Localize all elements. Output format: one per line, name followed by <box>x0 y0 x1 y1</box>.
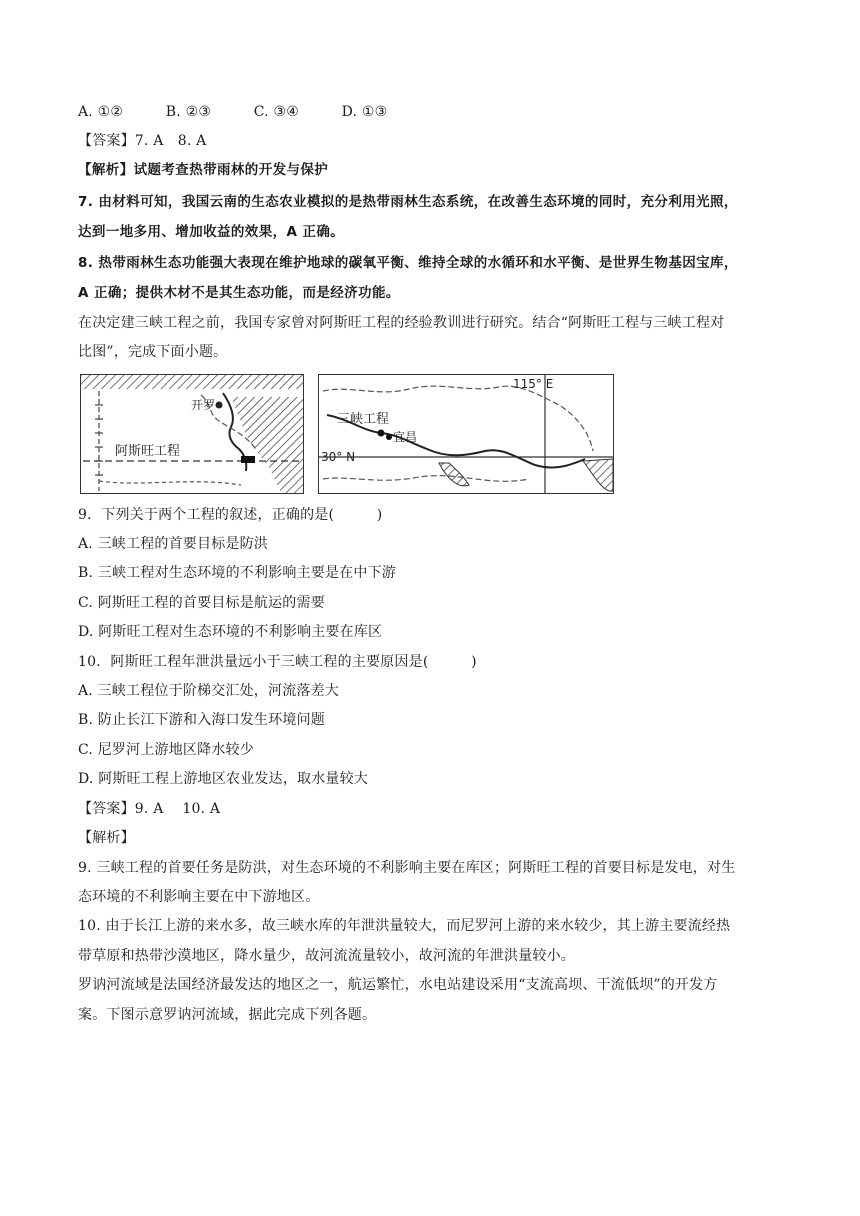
aswan-map-drawing <box>81 375 303 493</box>
dam-marker <box>378 430 385 437</box>
q10-option-d: D. 阿斯旺工程上游地区农业发达，取水量较大 <box>78 771 369 787</box>
three-gorges-map <box>318 374 614 494</box>
basin-boundary-south <box>323 476 529 482</box>
q9-option-b: B. 三峡工程对生态环境的不利影响主要是在中下游 <box>78 565 396 581</box>
sea-area-east <box>231 397 303 493</box>
answer-9-10: 【答案】9. A 10. A <box>78 801 221 817</box>
intro-rhone-line1: 罗讷河流域是法国经济最发达的地区之一，航运繁忙，水电站建设采用“支流高坝、干流低坝”的开发方 <box>78 977 718 993</box>
analysis-title-7-8: 【解析】试题考查热带雨林的开发与保护 <box>78 162 329 178</box>
analysis-q7-line2: 达到一地多用、增加收益的效果，A 正确。 <box>78 224 345 240</box>
option-a: A. ①② <box>78 104 124 120</box>
analysis-q10-line1: 10. 由于长江上游的来水多，故三峡水库的年泄洪量较大，而尼罗河上游的来水较少，其上游主要流经热 <box>78 918 731 934</box>
latitude-label: 30° N <box>321 450 356 464</box>
yichang-dot <box>386 434 392 440</box>
aswan-map <box>80 374 304 494</box>
q10-option-a: A. 三峡工程位于阶梯交汇处，河流落差大 <box>78 683 340 699</box>
boundary-south <box>99 481 241 485</box>
coast-east <box>583 459 613 491</box>
analysis-q8-line1: 8. 热带雨林生态功能强大表现在维护地球的碳氧平衡、维持全球的水循环和水平衡、是世界生物基因宝库， <box>78 255 738 271</box>
longitude-label: 115° E <box>513 377 554 391</box>
analysis-q8-line2: A 正确；提供木材不是其生态功能，而是经济功能。 <box>78 285 400 301</box>
q10-option-b: B. 防止长江下游和入海口发生环境问题 <box>78 712 325 728</box>
intro-aswan-line1: 在决定建三峡工程之前，我国专家曾对阿斯旺工程的经验教训进行研究。结合“阿斯旺工程与三峡工程对 <box>78 315 725 331</box>
cairo-label: 开罗 <box>191 398 216 412</box>
q9-option-a: A. 三峡工程的首要目标是防洪 <box>78 536 269 552</box>
q9-stem: 9．下列关于两个工程的叙述，正确的是( ) <box>78 507 383 523</box>
option-c: C. ③④ <box>253 104 299 120</box>
sea-area-north <box>81 375 303 389</box>
q10-stem: 10．阿斯旺工程年泄洪量远小于三峡工程的主要原因是( ) <box>78 654 477 670</box>
yichang-label: 宜昌 <box>393 430 418 444</box>
three-gorges-label: 三峡工程 <box>337 412 390 427</box>
aswan-dam-marker <box>241 456 255 463</box>
analysis-q10-line2: 带草原和热带沙漠地区，降水量少，故河流流量较小，故河流的年泄洪量较小。 <box>78 948 575 964</box>
analysis-title-9-10: 【解析】 <box>78 830 135 846</box>
option-d: D. ①③ <box>341 104 388 120</box>
q10-option-c: C. 尼罗河上游地区降水较少 <box>78 742 254 758</box>
analysis-q7-line1: 7. 由材料可知，我国云南的生态农业模拟的是热带雨林生态系统，在改善生态环境的同时，充分利用光照， <box>78 194 738 210</box>
q9-option-c: C. 阿斯旺工程的首要目标是航运的需要 <box>78 595 325 611</box>
cairo-dot <box>216 402 223 409</box>
q9-option-d: D. 阿斯旺工程对生态环境的不利影响主要在库区 <box>78 624 383 640</box>
aswan-label: 阿斯旺工程 <box>115 444 181 459</box>
options-row <box>78 102 425 122</box>
analysis-q9-line2: 态环境的不利影响主要在中下游地区。 <box>78 889 320 905</box>
intro-aswan-line2: 比图”，完成下面小题。 <box>78 344 228 360</box>
intro-rhone-line2: 案。下图示意罗讷河流域，据此完成下列各题。 <box>78 1007 377 1023</box>
lake-dongting <box>439 463 469 486</box>
three-gorges-map-drawing <box>319 375 613 493</box>
answer-7-8: 【答案】7. A 8. A <box>78 133 207 149</box>
option-b: B. ②③ <box>165 104 212 120</box>
analysis-q9-line1: 9. 三峡工程的首要任务是防洪，对生态环境的不利影响主要在库区；阿斯旺工程的首要目标是发电，对生 <box>78 860 736 876</box>
